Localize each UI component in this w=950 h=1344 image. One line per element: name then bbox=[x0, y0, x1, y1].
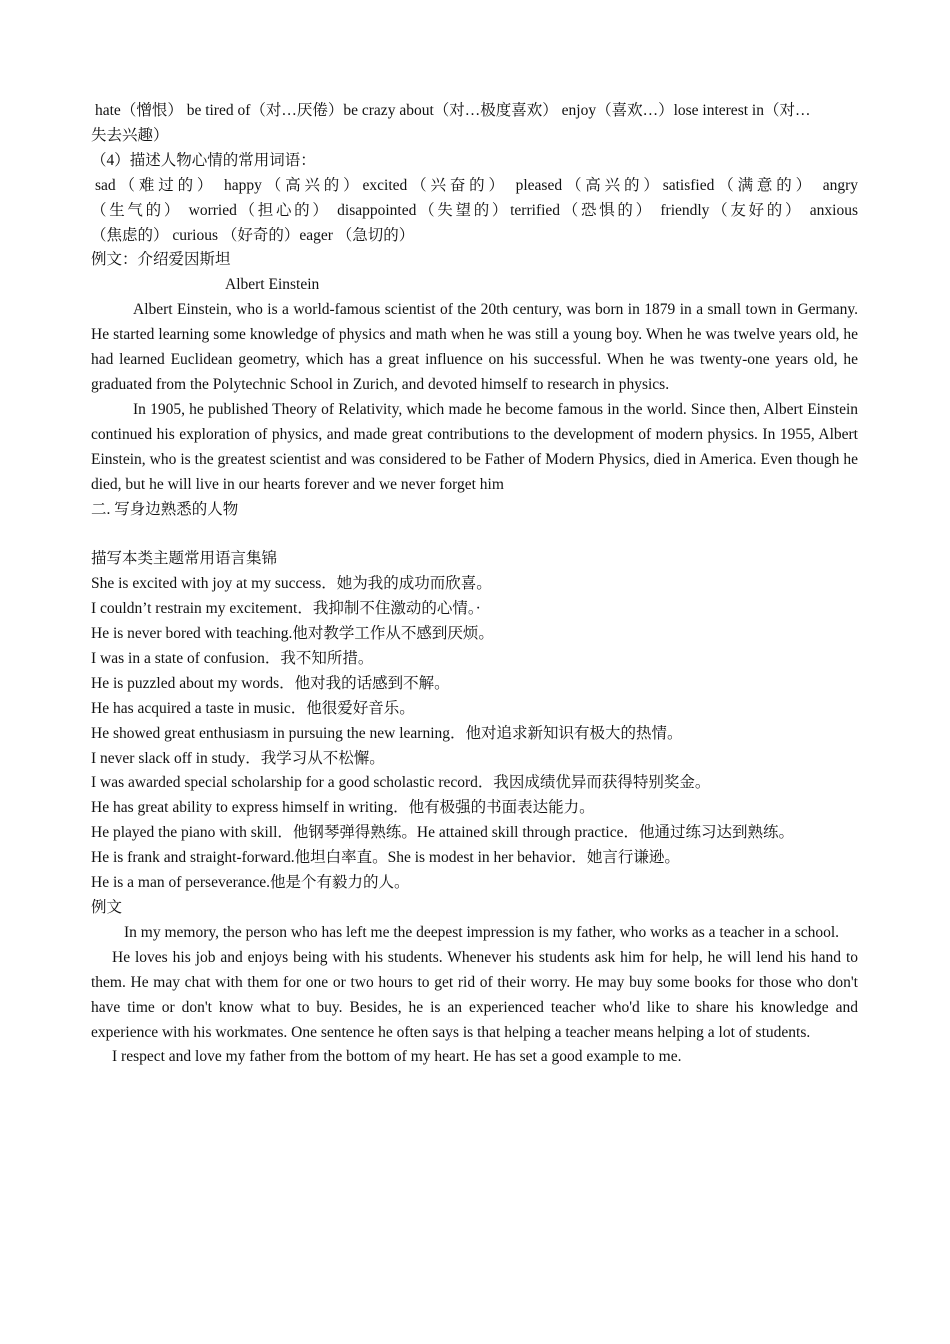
phrase-item: He is frank and straight-forward.他坦白率直。She is modest in her behavior．她言行谦逊。 bbox=[91, 849, 680, 867]
example2-paragraph-2: He loves his job and enjoys being with his students. Whenever his students ask him for help, he will lend his hand to them. He may chat with them for one or two hours to get rid of their worry. He may buy some books for those who don't have time or don't know what to buy. Besides, he is an experienced teacher who'd like to share his knowledge and experience with his workmates. One sentence he often says is that helping a teacher means helping a lot of students. bbox=[91, 948, 858, 1041]
mood-words-line-1: sad（难过的） happy（高兴的）excited（兴奋的） pleased（高兴的）satisfied（满意的） angry bbox=[95, 176, 858, 194]
example1-paragraph-1: Albert Einstein, who is a world-famous scientist of the 20th century, was born in 1879 in a small town in Germany. He started learning some knowledge of physics and math when he was still a young boy. When he was twelve years old, he had learned Euclidean geometry, which has a great influence on his successful. When he was twenty-one years old, he graduated from the Polytechnic School in Zurich, and devoted himself to research in physics. bbox=[91, 301, 858, 393]
example2-paragraph-1: In my memory, the person who has left me the deepest impression is my father, who works as a teacher in a school. bbox=[124, 923, 840, 941]
vocab-line-2: 失去兴趣） bbox=[91, 126, 169, 144]
phrase-item: He is puzzled about my words．他对我的话感到不解。 bbox=[91, 674, 450, 692]
phrases-list bbox=[91, 572, 858, 896]
vocab-line-1: hate（憎恨） be tired of（对…厌倦）be crazy about（对…极度喜欢） enjoy（喜欢…）lose interest in（对… bbox=[95, 102, 811, 119]
phrase-item: She is excited with joy at my success．她为我的成功而欣喜。 bbox=[91, 575, 492, 593]
phrase-item: He showed great enthusiasm in pursuing the new learning．他对追求新知识有极大的热情。 bbox=[91, 724, 683, 742]
phrase-item: He has great ability to express himself in writing．他有极强的书面表达能力。 bbox=[91, 799, 595, 817]
phrase-item: He has acquired a taste in music．他很爱好音乐。 bbox=[91, 699, 415, 717]
phrase-item: I was in a state of confusion．我不知所措。 bbox=[91, 649, 374, 667]
example2-label: 例文 bbox=[91, 898, 123, 916]
phrase-item: I was awarded special scholarship for a good scholastic record．我因成绩优异而获得特别奖金。 bbox=[91, 774, 711, 792]
phrase-item: He is a man of perseverance.他是个有毅力的人。 bbox=[91, 874, 410, 892]
mood-words-heading: （4）描述人物心情的常用词语： bbox=[91, 151, 316, 169]
section2-heading: 二. 写身边熟悉的人物 bbox=[91, 500, 239, 518]
blank-line bbox=[91, 522, 858, 547]
phrase-item: He is never bored with teaching.他对教学工作从不感到厌烦。 bbox=[91, 625, 494, 643]
mood-words-line-3: （焦虑的） curious （好奇的）eager （急切的） bbox=[91, 226, 415, 244]
example2-paragraph-3: I respect and love my father from the bottom of my heart. He has set a good example to me. bbox=[112, 1048, 682, 1066]
example1-paragraph-2: In 1905, he published Theory of Relativity, which made he become famous in the world. Since then, Albert Einstein continued his exploration of physics, and made great contributions to the development of modern physics. In 1955, Albert Einstein, who is the greatest scientist and was considered to be Father of Modern Physics, died in America. Even though he died, but he will live in our hearts forever and we never forget him bbox=[91, 400, 858, 493]
phrases-heading: 描写本类主题常用语言集锦 bbox=[91, 550, 278, 568]
phrase-item: I never slack off in study．我学习从不松懈。 bbox=[91, 749, 385, 767]
example1-label: 例文：介绍爱因斯坦 bbox=[91, 251, 231, 269]
mood-words-line-2: （生气的） worried（担心的） disappointed（失望的）terrified（恐惧的） friendly（友好的） anxious bbox=[91, 201, 858, 219]
document-page bbox=[91, 99, 858, 1070]
phrase-item: I couldn’t restrain my excitement．我抑制不住激动的心情。· bbox=[91, 600, 481, 618]
example1-title: Albert Einstein bbox=[225, 276, 320, 294]
phrase-item: He played the piano with skill．他钢琴弹得熟练。He attained skill through practice．他通过练习达到熟练。 bbox=[91, 824, 794, 842]
